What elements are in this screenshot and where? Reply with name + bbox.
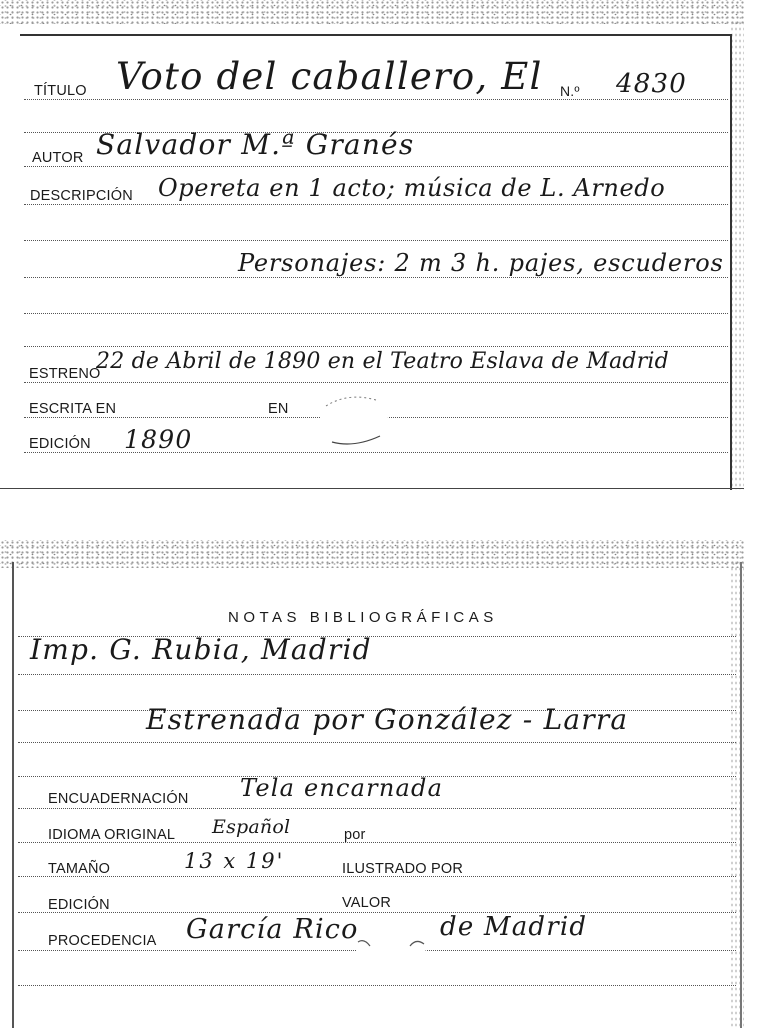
por-label: por <box>344 827 366 843</box>
scan-noise-right <box>730 20 744 490</box>
procedencia-label: PROCEDENCIA <box>48 933 157 949</box>
rule-line <box>24 346 728 347</box>
autor-label: AUTOR <box>32 150 84 166</box>
procedencia-value-right: de Madrid <box>440 912 588 942</box>
note-line-2: Estrenada por González - Larra <box>146 703 629 736</box>
descripcion-line-1: Opereta en 1 acto; música de L. Arnedo <box>158 174 666 202</box>
rule-line <box>24 204 728 205</box>
scan-noise-top <box>0 0 744 24</box>
idioma-original-value: Español <box>212 816 291 838</box>
tamano-value: 13 x 19' <box>184 849 285 873</box>
descripcion-line-2: Personajes: 2 m 3 h. pajes, escuderos <box>238 249 724 277</box>
rule-line <box>18 985 736 986</box>
catalog-card-front <box>0 0 744 490</box>
redaction-blot <box>318 388 390 450</box>
en-label: EN <box>268 401 289 417</box>
procedencia-value-left: García Rico <box>186 914 359 945</box>
rule-line <box>18 674 736 675</box>
encuadernacion-label: ENCUADERNACIÓN <box>48 791 189 807</box>
encuadernacion-value: Tela encarnada <box>240 774 444 802</box>
rule-line <box>24 99 728 100</box>
redaction-blot <box>354 916 428 976</box>
scan-noise-top <box>0 540 744 568</box>
rule-line <box>18 808 736 809</box>
titulo-label: TÍTULO <box>34 83 87 99</box>
note-line-1: Imp. G. Rubia, Madrid <box>30 633 372 666</box>
card-bottom-edge <box>0 488 744 489</box>
rule-line <box>18 742 736 743</box>
descripcion-label: DESCRIPCIÓN <box>30 188 133 204</box>
estreno-value: 22 de Abril de 1890 en el Teatro Eslava de Madrid <box>96 349 669 374</box>
rule-line <box>24 382 728 383</box>
ilustrado-por-label: ILUSTRADO POR <box>342 861 464 877</box>
card-frame-top <box>20 34 732 36</box>
escrita-en-label: ESCRITA EN <box>29 401 117 417</box>
rule-line <box>24 166 728 167</box>
card-frame-right <box>730 34 732 490</box>
edicion-label: EDICIÓN <box>48 897 110 913</box>
card-frame-left <box>12 562 14 1028</box>
estreno-label: ESTRENO <box>29 366 101 382</box>
numero-value: 4830 <box>616 69 687 99</box>
rule-line <box>18 912 736 913</box>
rule-line <box>24 313 728 314</box>
valor-label: VALOR <box>342 895 392 911</box>
autor-value: Salvador M.ª Granés <box>96 128 415 161</box>
tamano-label: TAMAÑO <box>48 861 111 877</box>
notas-bibliograficas-heading: NOTAS BIBLIOGRÁFICAS <box>228 609 498 626</box>
edicion-label: EDICIÓN <box>29 436 91 452</box>
edicion-value: 1890 <box>124 425 193 454</box>
idioma-original-label: IDIOMA ORIGINAL <box>48 827 176 843</box>
catalog-card-back <box>0 540 744 1028</box>
titulo-value: Voto del caballero, El <box>116 55 543 98</box>
card-frame-right <box>740 562 742 1028</box>
rule-line <box>24 240 728 241</box>
numero-label: N.º <box>560 83 580 99</box>
rule-line <box>24 277 728 278</box>
